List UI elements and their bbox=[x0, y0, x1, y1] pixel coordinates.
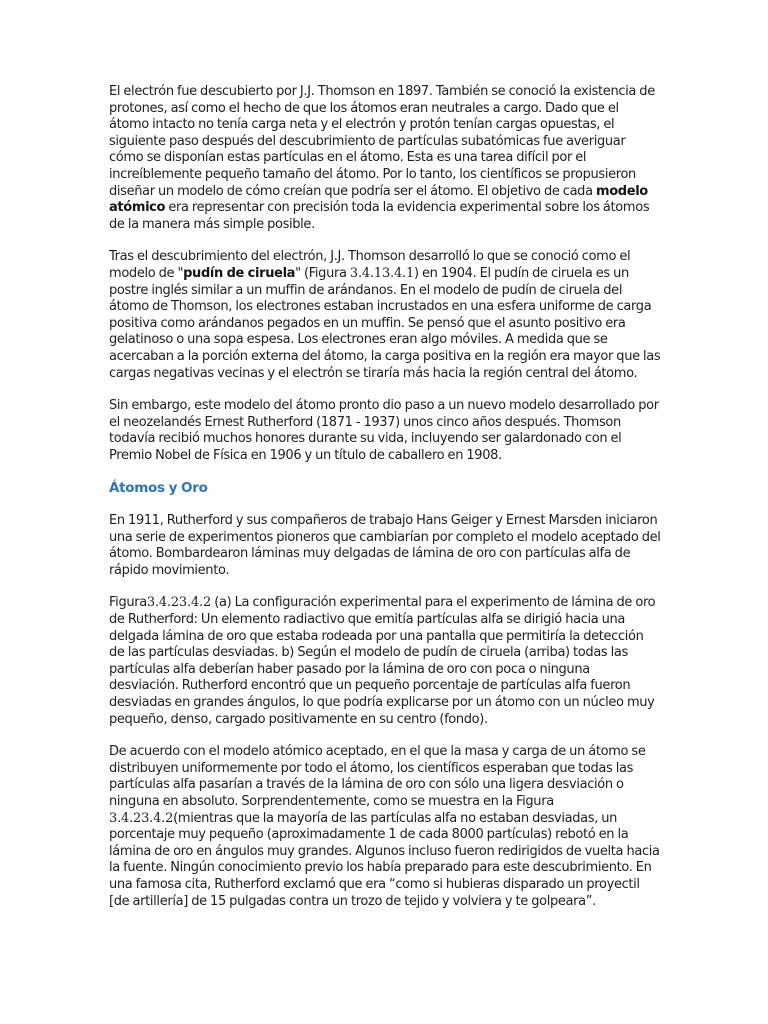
caption-text: (a) La configuración experimental para el experimento de lámina de oro de Rutherford: Un elemento radiactivo que emitía partículas alfa se dirigió hacia una delgada lámina de oro que estaba rodeada por una pantalla que permitiría la detección de las partículas desviadas. b) Según el modelo de pudín de ciruela (arriba) todas las partículas alfa deberían haber pasado por la lámina de oro con poca o ninguna desviación. Rutherford encontró que un pequeño porcentaje de partículas alfa fueron desviadas en grandes ángulos, lo que podría explicarse por un átomo con un núcleo muy pequeño, denso, cargado positivamente en su centro (fondo). bbox=[109, 595, 656, 727]
paragraph-text: El electrón fue descubierto por J.J. Thomson en 1897. También se conoció la existencia de protones, así como el hecho de que los átomos eran neutrales a cargo. Dado que el átomo intacto no tenía carga neta y el electrón y protón tenían cargas opuestas, el siguiente paso después del descubrimiento de partículas subatómicas fue averiguar cómo se disponían estas partículas en el átomo. Esta es una tarea difícil por el increíblemente pequeño tamaño del átomo. Por lo tanto, los científicos se propusieron diseñar un modelo de cómo creían que podría ser el átomo. El objetivo de cada bbox=[109, 84, 655, 199]
paragraph-gold-foil-experiments: En 1911, Rutherford y sus compañeros de trabajo Hans Geiger y Ernest Marsden iniciaron una serie de experimentos pioneros que cambiarían por completo el modelo aceptado del átomo. Bombardearon láminas muy delgadas de lámina de oro con partículas alfa de rápido movimiento. bbox=[109, 513, 661, 578]
paragraph-text: De acuerdo con el modelo atómico aceptado, en el que la masa y carga de un átomo se distribuyen uniformemente por todo el átomo, los científicos esperaban que todas las partículas alfa pasarían a través de la lámina de oro con sólo una ligera desviación o ninguna en absoluto. Sorprendentemente, como se muestra en la Figura bbox=[109, 744, 646, 809]
paragraph-text: era representar con precisión toda la evidencia experimental sobre los átomos de la manera más simple posible. bbox=[109, 200, 650, 232]
bold-term-pudin-de-ciruela: pudín de ciruela bbox=[183, 265, 296, 281]
figure-reference: 3.4.23.4.2 bbox=[146, 595, 212, 611]
paragraph-results bbox=[109, 744, 661, 910]
figure-reference: 3.4.13.4.1 bbox=[349, 265, 415, 281]
figure-reference: 3.4.23.4.2 bbox=[109, 810, 174, 826]
paragraph-rutherford-intro: Sin embargo, este modelo del átomo pronto dio paso a un nuevo modelo desarrollado por el neozelandés Ernest Rutherford (1871 - 1937) unos cinco años después. Thomson todavía recibió muchos honores durante su vida, incluyendo ser galardonado con el Premio Nobel de Física en 1906 y un título de caballero en 1908. bbox=[109, 398, 659, 463]
paragraph-text: (mientras que la mayoría de las partículas alfa no estaban desviadas, un porcentaje muy pequeño (aproximadamente 1 de cada 8000 partículas) rebotó en la lámina de oro en ángulos muy grandes. Algunos incluso fueron redirigidos de vuelta hacia la fuente. Ningún conocimiento previo los había preparado para este descubrimiento. En una famosa cita, Rutherford exclamó que era “como si hubieras disparado un proyectil [de artillería] de 15 pulgadas contra un trozo de tejido y volviera y te golpeara”. bbox=[109, 810, 660, 909]
paragraph-text: " (Figura bbox=[295, 265, 350, 281]
section-heading: Átomos y Oro bbox=[109, 480, 208, 497]
bold-term-modelo-atomico: modelo atómico bbox=[109, 183, 648, 216]
caption-prefix: Figura bbox=[109, 595, 147, 611]
paragraph-plum-pudding bbox=[109, 249, 661, 382]
paragraph-text: ) en 1904. El pudín de ciruela es un postre inglés similar a un muffin de arándanos. En el modelo de pudín de ciruela del átomo de Thomson, los electrones estaban incrustados en una esfera uniforme de carga positiva como arándanos pegados en un muffin. Se pensó que el asunto positivo era gelatinoso o una sopa espesa. Los electrones eran algo móviles. A medida que se acercaban a la porción externa del átomo, la carga positiva en la región era mayor que las cargas negativas vecinas y el electrón se tiraría más hacia la región central del átomo. bbox=[109, 265, 661, 381]
paragraph-text: Tras el descubrimiento del electrón, J.J. Thomson desarrolló lo que se conoció como el modelo de " bbox=[109, 249, 631, 281]
paragraph-thomson-discovery bbox=[109, 84, 661, 233]
figure-caption bbox=[109, 595, 661, 728]
document-body bbox=[109, 84, 661, 926]
